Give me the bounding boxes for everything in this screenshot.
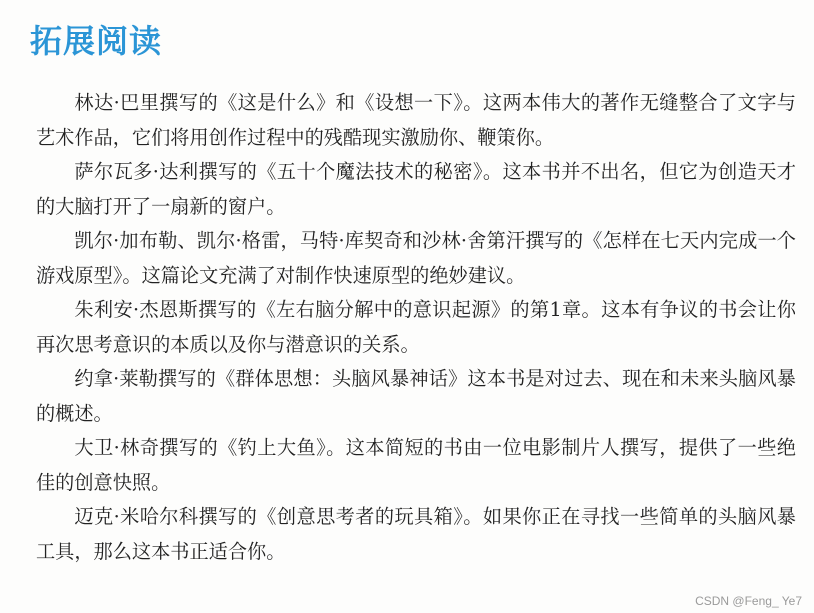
paragraph-david-lynch: 大卫·林奇撰写的《钓上大鱼》。这本简短的书由一位电影制片人撰写，提供了一些绝佳的创意快照。 [36,436,796,494]
paragraph-game-prototype: 凯尔·加布勒、凯尔·格雷，马特·库契奇和沙林·舍第汗撰写的《怎样在七天内完成一个游戏原型》。这篇论文充满了对制作快速原型的绝妙建议。 [36,229,796,287]
paragraph-julian-jaynes: 朱利安·杰恩斯撰写的《左右脑分解中的意识起源》的第1章。这本有争议的书会让你再次思考意识的本质以及你与潜意识的关系。 [36,298,796,356]
paragraph-michael-michalko: 迈克·米哈尔科撰写的《创意思考者的玩具箱》。如果你正在寻找一些简单的头脑风暴工具，那么这本书正适合你。 [36,505,796,563]
paragraph-salvador-dali: 萨尔瓦多·达利撰写的《五十个魔法技术的秘密》。这本书并不出名，但它为创造天才的大脑打开了一扇新的窗户。 [36,160,796,218]
reading-list [36,86,796,569]
paragraph-jonah-lehrer: 约拿·莱勒撰写的《群体思想：头脑风暴神话》这本书是对过去、现在和未来头脑风暴的概述。 [36,367,796,425]
paragraph-lynda-barry: 林达·巴里撰写的《这是什么》和《设想一下》。这两本伟大的著作无缝整合了文字与艺术作品，它们将用创作过程中的残酷现实激励你、鞭策你。 [36,91,796,149]
section-heading: 拓展阅读 [30,22,163,60]
csdn-watermark: CSDN @Feng_ Ye7 [695,594,802,608]
